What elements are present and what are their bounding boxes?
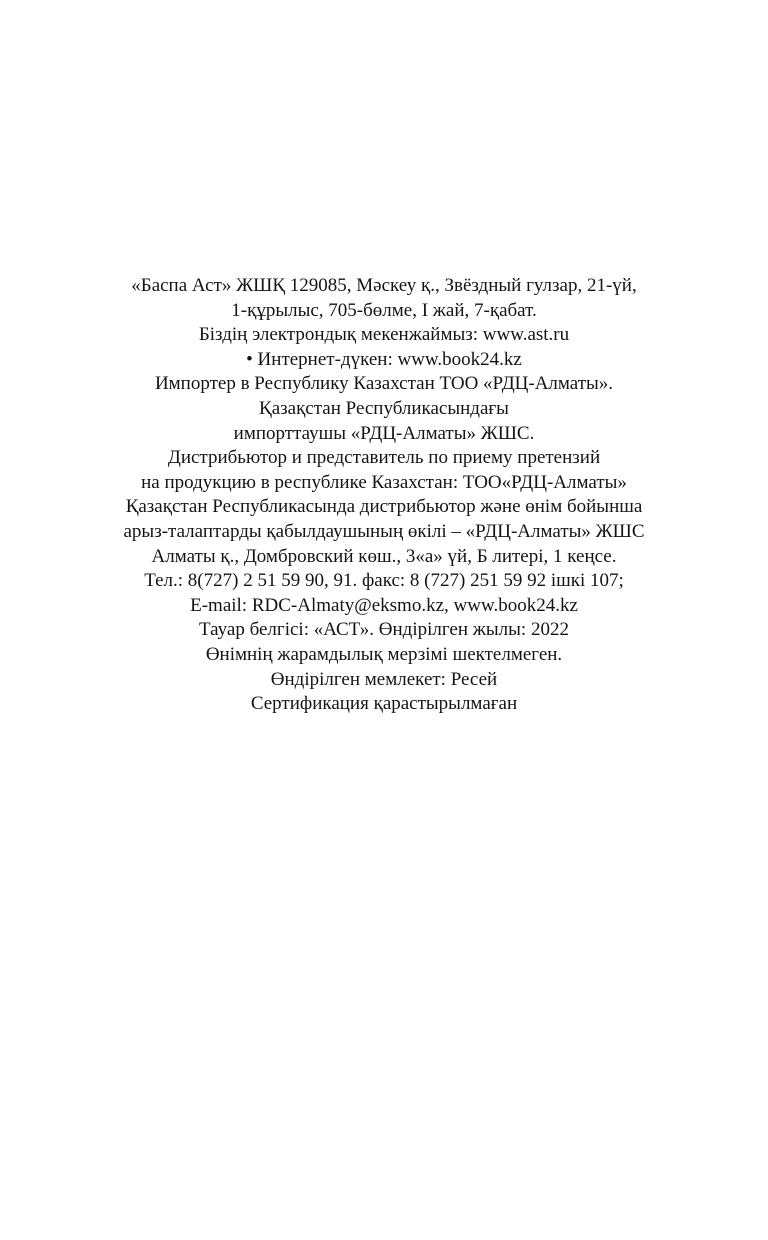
imprint-publisher-line: «Баспа Аст» ЖШҚ 129085, Мәскеу қ., Звёздный гулзар, 21-үй, xyxy=(131,275,637,296)
imprint-distributor-ru-line-1: Дистрибьютор и представитель по приему претензий xyxy=(167,447,601,469)
imprint-online-shop-line: • Интернет-дүкен: www.book24.kz xyxy=(246,348,522,370)
imprint-distributor-kz-line-2: арыз-талаптарды қабылдаушының өкілі – «РДЦ-Алматы» ЖШС xyxy=(123,520,645,542)
imprint-trademark-line: Тауар белгісі: «АСТ». Өндірілген жылы: 2022 xyxy=(199,619,569,641)
imprint-address-line: 1-құрылыс, 705-бөлме, I жай, 7-қабат. xyxy=(231,299,537,321)
imprint-importer-ru-line: Импортер в Республику Казахстан ТОО «РДЦ-Алматы». xyxy=(154,373,614,395)
imprint-importer-kz-line-1: Қазақстан Республикасындағы xyxy=(259,397,509,419)
imprint-block xyxy=(0,274,768,717)
imprint-distributor-address-line: Алматы қ., Домбровский көш., 3«а» үй, Б литері, 1 кеңсе. xyxy=(151,545,617,567)
imprint-distributor-kz-line-1: Қазақстан Республикасында дистрибьютор және өнім бойынша xyxy=(125,496,643,518)
imprint-distributor-ru-line-2: на продукцию в республике Казахстан: ТОО«РДЦ-Алматы» xyxy=(141,471,627,493)
imprint-website-line: Біздің электрондық мекенжаймыз: www.ast.ru xyxy=(198,324,570,346)
imprint-importer-kz-line-2: импорттаушы «РДЦ-Алматы» ЖШС. xyxy=(233,422,535,444)
imprint-email-line: E-mail: RDC-Almaty@eksmo.kz, www.book24.kz xyxy=(190,594,578,616)
imprint-phone-line: Тел.: 8(727) 2 51 59 90, 91. факс: 8 (727) 251 59 92 ішкі 107; xyxy=(144,570,624,592)
imprint-shelf-life-line: Өнімнің жарамдылық мерзімі шектелмеген. xyxy=(205,643,563,665)
imprint-country-line: Өндірілген мемлекет: Ресей xyxy=(270,668,498,690)
imprint-certification-line: Сертификация қарастырылмаған xyxy=(250,693,518,715)
